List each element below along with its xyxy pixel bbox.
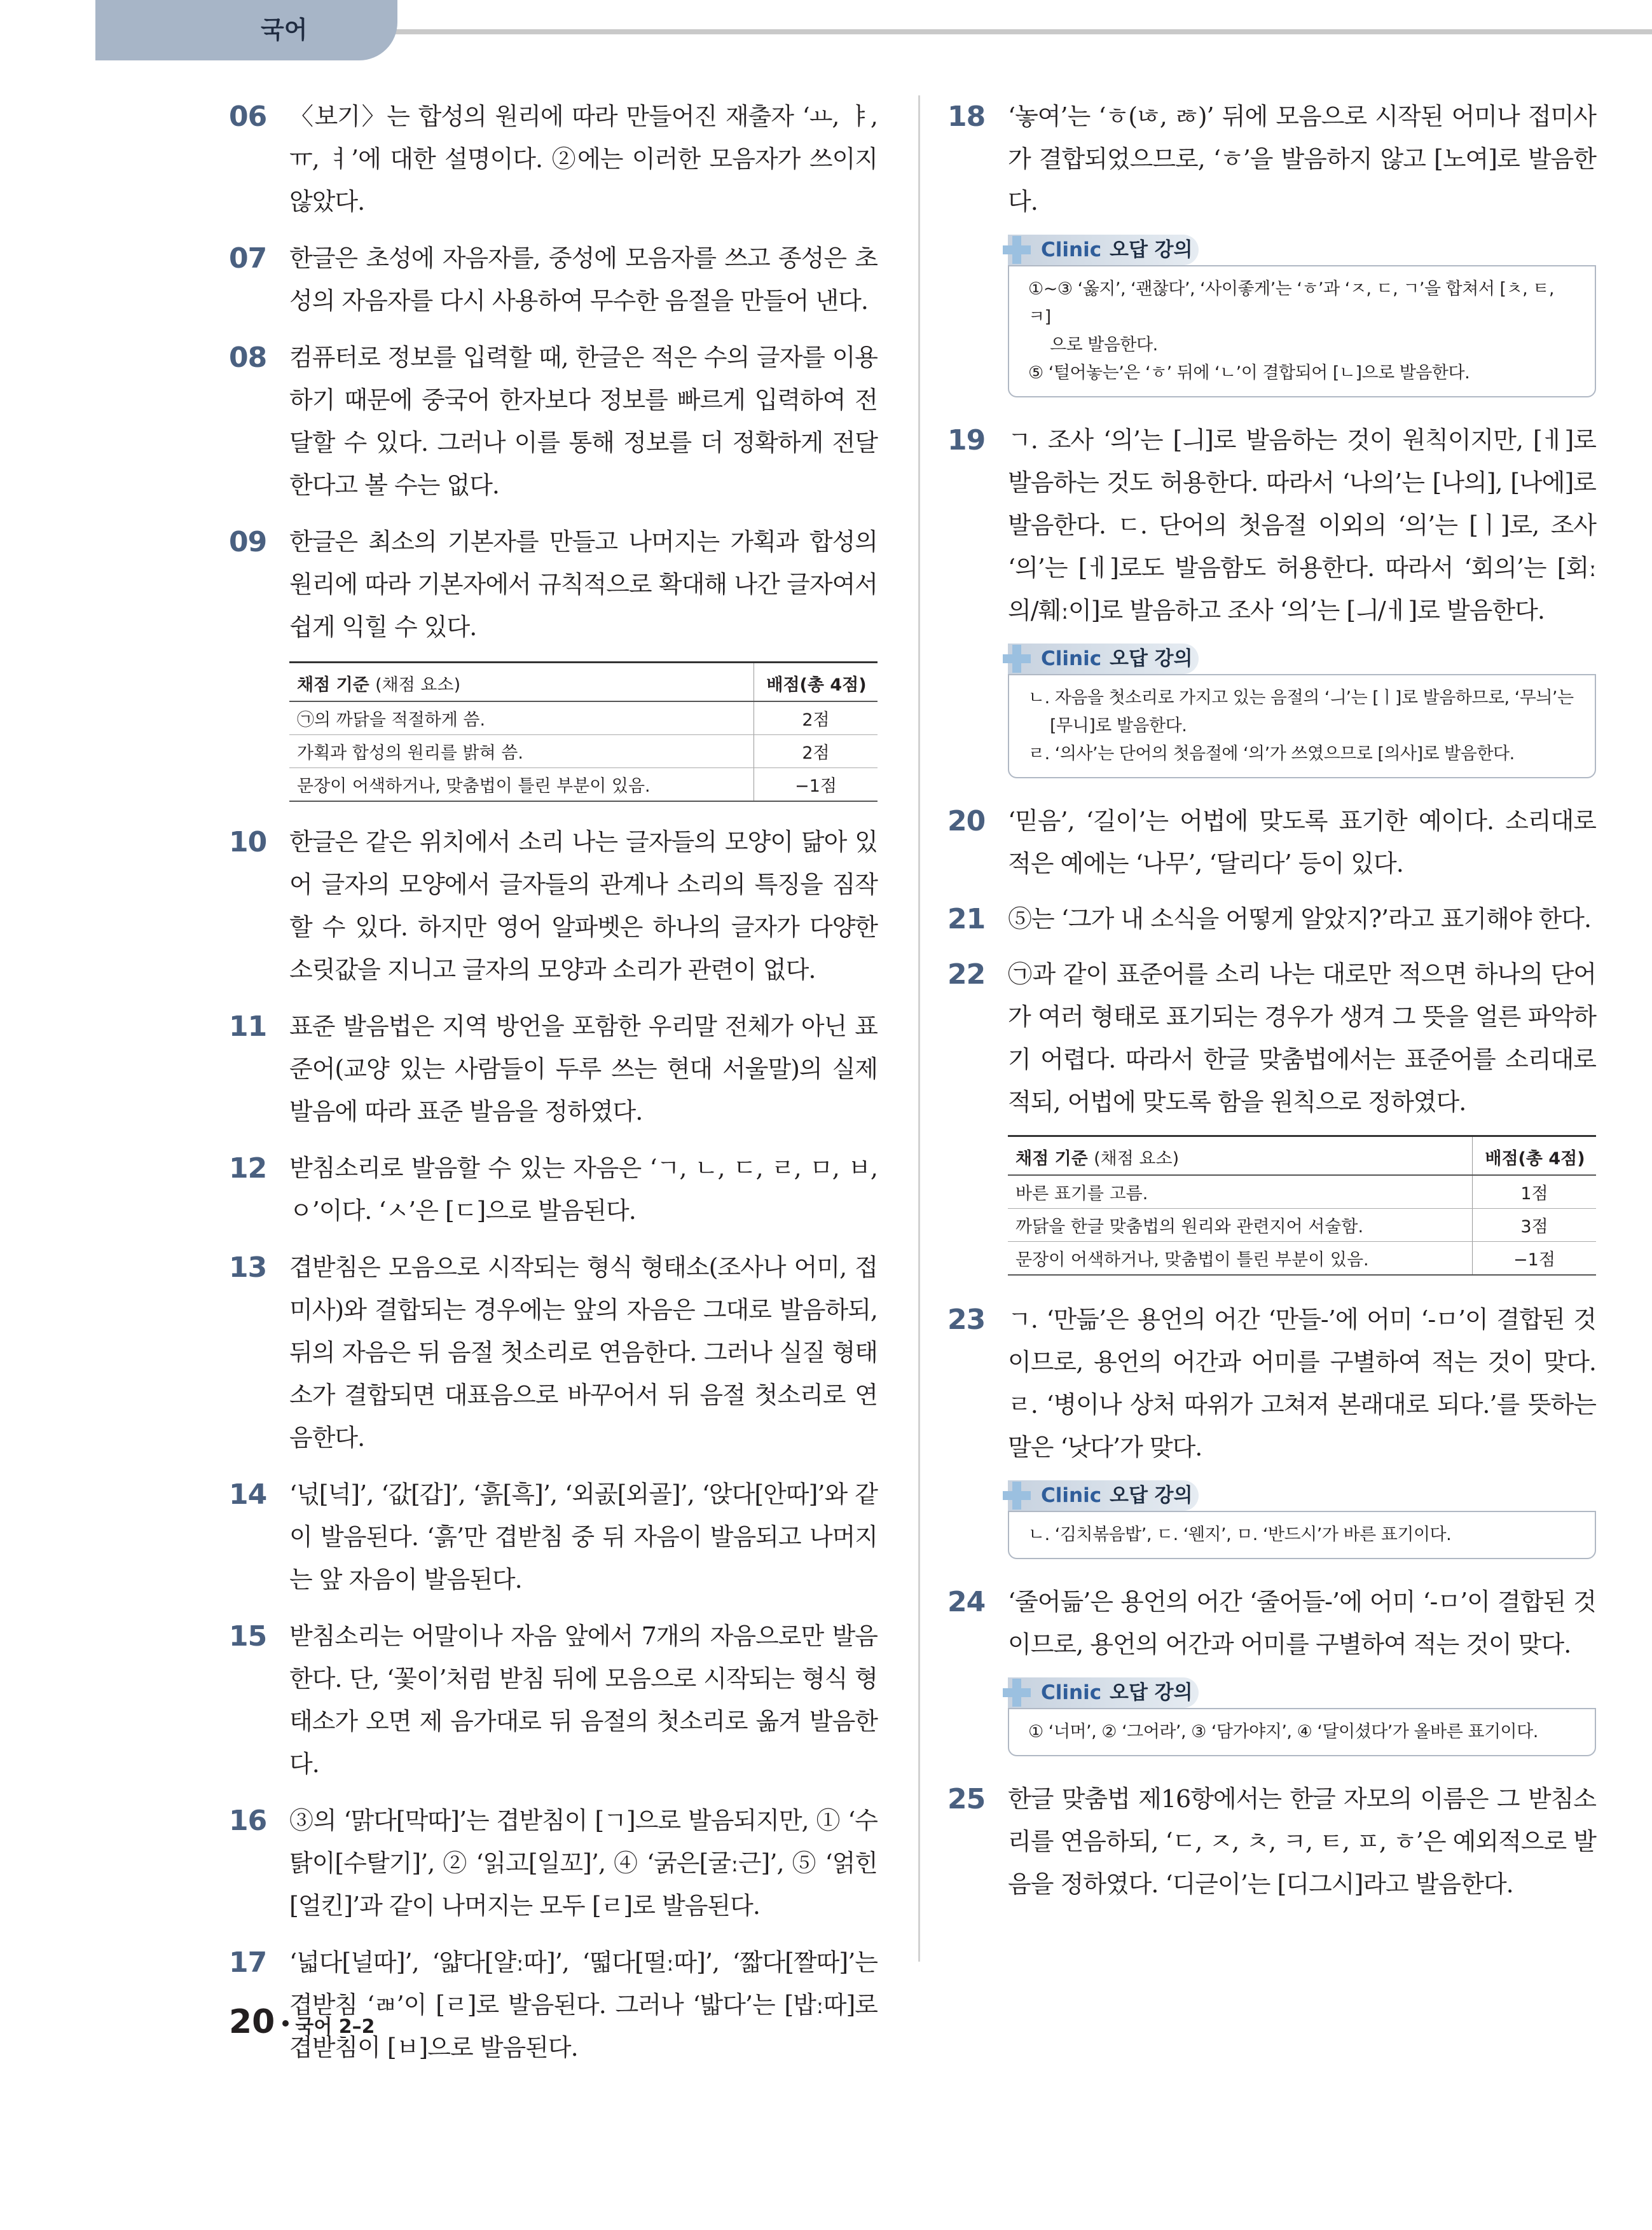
answer-22 xyxy=(947,953,1596,1124)
answer-12 xyxy=(229,1147,878,1232)
score-cell: 2점 xyxy=(754,735,878,768)
clinic-content xyxy=(1008,674,1596,778)
page-footer xyxy=(229,2003,375,2041)
plus-icon xyxy=(1003,645,1031,673)
bullet-dot xyxy=(282,2020,289,2027)
plus-icon xyxy=(1003,1482,1031,1510)
plus-icon xyxy=(1003,236,1031,264)
question-number: 24 xyxy=(947,1586,986,1618)
question-number: 07 xyxy=(229,242,267,275)
question-number: 16 xyxy=(229,1805,267,1837)
question-number: 23 xyxy=(947,1304,986,1336)
answer-text: ㄱ. 조사 ‘의’는 [ㅢ]로 발음하는 것이 원칙이지만, [ㅔ]로 발음하는 것도 허용한다. 따라서 ‘나의’는 [나의], [나에]로 발음한다. ㄷ. 단어의 첫음절 이외의 ‘의’는 [ㅣ]로, 조사 ‘의’는 [ㅔ]로도 발음함도 허용한다. 따라서 ‘회의’는 [회ː의/훼ː이]로 발음하고 조사 ‘의’는 [ㅢ/ㅔ]로 발음한다. xyxy=(1008,426,1596,624)
clinic-box-23 xyxy=(1008,1480,1596,1559)
criterion-cell: 바른 표기를 고름. xyxy=(1008,1175,1473,1209)
plus-icon xyxy=(1003,1679,1031,1707)
table-row xyxy=(289,735,878,768)
header-rule xyxy=(356,29,1652,34)
answer-20 xyxy=(947,800,1596,885)
subject-label: 국어 xyxy=(261,16,308,44)
clinic-content xyxy=(1008,265,1596,397)
right-column xyxy=(947,95,1596,1906)
question-number: 13 xyxy=(229,1251,267,1284)
clinic-box-19 xyxy=(1008,644,1596,778)
question-number: 21 xyxy=(947,903,986,935)
score-cell: 2점 xyxy=(754,701,878,735)
score-cell: −1점 xyxy=(1473,1242,1597,1276)
score-cell: 3점 xyxy=(1473,1209,1597,1242)
clinic-line: ① ‘너머’, ② ‘그어라’, ③ ‘담가야지’, ④ ‘달이셨다’가 올바른 표기이다. xyxy=(1028,1722,1538,1742)
clinic-tag xyxy=(1008,1677,1199,1708)
criterion-cell: 문장이 어색하거나, 맞춤법이 틀린 부분이 있음. xyxy=(1008,1242,1473,1276)
answer-text: ⑤는 ‘그가 내 소식을 어떻게 알았지?’라고 표기해야 한다. xyxy=(1008,905,1592,933)
table-row xyxy=(1008,1242,1596,1276)
column-divider xyxy=(918,95,920,1962)
answer-text: ㄱ. ‘만듦’은 용언의 어간 ‘만들-’에 어미 ‘-ㅁ’이 결합된 것이므로, 용언의 어간과 어미를 구별하여 적는 것이 맞다. ㄹ. ‘병이나 상처 따위가 고쳐져 본래대로 되다.’를 뜻하는 말은 ‘낫다’가 맞다. xyxy=(1008,1305,1596,1461)
answer-14 xyxy=(229,1473,878,1601)
question-number: 10 xyxy=(229,826,267,858)
answer-08 xyxy=(229,336,878,507)
answer-text: 한글은 같은 위치에서 소리 나는 글자들의 모양이 닮아 있어 글자의 모양에서 글자들의 관계나 소리의 특징을 짐작할 수 있다. 하지만 영어 알파벳은 하나의 글자가 다양한 소릿값을 지니고 글자의 모양과 소리가 관련이 없다. xyxy=(289,828,878,984)
question-number: 22 xyxy=(947,958,986,991)
criterion-cell: 까닭을 한글 맞춤법의 원리와 관련지어 서술함. xyxy=(1008,1209,1473,1242)
clinic-content xyxy=(1008,1511,1596,1559)
score-cell: −1점 xyxy=(754,768,878,802)
answer-07 xyxy=(229,237,878,322)
criteria-header: 채점 기준 xyxy=(297,675,369,695)
clinic-box-24 xyxy=(1008,1677,1596,1756)
answer-09 xyxy=(229,521,878,649)
scoring-table-22 xyxy=(1008,1135,1596,1276)
answer-16 xyxy=(229,1800,878,1927)
criterion-cell: 가획과 합성의 원리를 밝혀 씀. xyxy=(289,735,754,768)
answer-13 xyxy=(229,1246,878,1459)
answer-text: 한글 맞춤법 제16항에서는 한글 자모의 이름은 그 받침소리를 연음하되, ‘ㄷ, ㅈ, ㅊ, ㅋ, ㅌ, ㅍ, ㅎ’은 예외적으로 발음을 정하였다. ‘디귿이’는 [디그시]라고 발음한다. xyxy=(1008,1785,1596,1898)
answer-18 xyxy=(947,95,1596,223)
clinic-subtitle: 오답 강의 xyxy=(1110,1681,1193,1704)
subject-tab xyxy=(95,0,397,60)
criteria-subheader: (채점 요소) xyxy=(1094,1149,1180,1169)
answer-text: ③의 ‘맑다[막따]’는 겹받침이 [ㄱ]으로 발음되지만, ① ‘수탉이[수탈기]’, ② ‘읽고[일꼬]’, ④ ‘굵은[굴ː근]’, ⑤ ‘얽힌[얼킨]’과 같이 나머지는 모두 [ㄹ]로 발음된다. xyxy=(289,1807,878,1920)
answer-text: ‘줄어듦’은 용언의 어간 ‘줄어들-’에 어미 ‘-ㅁ’이 결합된 것이므로, 용언의 어간과 어미를 구별하여 적는 것이 맞다. xyxy=(1008,1588,1596,1658)
criteria-header: 채점 기준 xyxy=(1015,1149,1088,1169)
clinic-line: ⑤ ‘털어놓는’은 ‘ㅎ’ 뒤에 ‘ㄴ’이 결합되어 [ㄴ]으로 발음한다. xyxy=(1028,363,1470,383)
question-number: 06 xyxy=(229,100,267,133)
answer-text: ‘넓다[널따]’, ‘얇다[얄ː따]’, ‘떫다[떨ː따]’, ‘짧다[짤따]’는 겹받침 ‘ㄼ’이 [ㄹ]로 발음된다. 그러나 ‘밟다’는 [밥ː따]로 겹받침이 [ㅂ]으로 발음된다. xyxy=(289,1948,878,2061)
answer-text: 〈보기〉는 합성의 원리에 따라 만들어진 재출자 ‘ㅛ, ㅑ, ㅠ, ㅕ’에 대한 설명이다. ②에는 이러한 모음자가 쓰이지 않았다. xyxy=(289,102,878,216)
answer-text: 받침소리로 발음할 수 있는 자음은 ‘ㄱ, ㄴ, ㄷ, ㄹ, ㅁ, ㅂ, ㅇ’이다. ‘ㅅ’은 [ㄷ]으로 발음된다. xyxy=(289,1154,878,1225)
clinic-title: Clinic xyxy=(1041,647,1102,670)
clinic-title: Clinic xyxy=(1041,1484,1102,1507)
answer-11 xyxy=(229,1005,878,1133)
answer-text: ‘믿음’, ‘길이’는 어법에 맞도록 표기한 예이다. 소리대로 적은 예에는 ‘나무’, ‘달리다’ 등이 있다. xyxy=(1008,807,1596,878)
answer-19 xyxy=(947,419,1596,632)
clinic-title: Clinic xyxy=(1041,238,1102,261)
score-cell: 1점 xyxy=(1473,1175,1597,1209)
clinic-line: ㄴ. 자음을 첫소리로 가지고 있는 음절의 ‘ㅢ’는 [ㅣ]로 발음하므로, ‘무늬’는 xyxy=(1028,688,1574,708)
question-number: 15 xyxy=(229,1620,267,1653)
criterion-cell: ㉠의 까닭을 적절하게 씀. xyxy=(289,701,754,735)
question-number: 14 xyxy=(229,1478,267,1511)
answer-text: ‘넋[넉]’, ‘값[갑]’, ‘흙[흑]’, ‘외곬[외골]’, ‘앉다[안따]’와 같이 발음된다. ‘흙’만 겹받침 중 뒤 자음이 발음되고 나머지는 앞 자음이 발음된다. xyxy=(289,1480,878,1593)
answer-21 xyxy=(947,898,1596,940)
score-header: 배점(총 4점) xyxy=(1473,1136,1597,1176)
answer-10 xyxy=(229,821,878,991)
question-number: 20 xyxy=(947,805,986,837)
question-number: 18 xyxy=(947,100,986,133)
table-row xyxy=(1008,1209,1596,1242)
answer-25 xyxy=(947,1778,1596,1906)
answer-23 xyxy=(947,1298,1596,1469)
answer-24 xyxy=(947,1581,1596,1666)
page-number: 20 xyxy=(229,2003,275,2041)
clinic-line: 으로 발음한다. xyxy=(1050,335,1158,355)
clinic-content xyxy=(1008,1708,1596,1756)
question-number: 08 xyxy=(229,341,267,374)
clinic-subtitle: 오답 강의 xyxy=(1110,238,1193,261)
clinic-box-18 xyxy=(1008,235,1596,397)
answer-text: 받침소리는 어말이나 자음 앞에서 7개의 자음으로만 발음한다. 단, ‘꽃이’처럼 받침 뒤에 모음으로 시작되는 형식 형태소가 오면 제 음가대로 뒤 음절의 첫소리로 옮겨 발음한다. xyxy=(289,1622,878,1778)
answer-text: 표준 발음법은 지역 방언을 포함한 우리말 전체가 아닌 표준어(교양 있는 사람들이 두루 쓰는 현대 서울말)의 실제 발음에 따라 표준 발음을 정하였다. xyxy=(289,1012,878,1125)
clinic-tag xyxy=(1008,1480,1199,1511)
answer-text: 한글은 최소의 기본자를 만들고 나머지는 가획과 합성의 원리에 따라 기본자에서 규칙적으로 확대해 나간 글자여서 쉽게 익힐 수 있다. xyxy=(289,528,878,641)
answer-text: 컴퓨터로 정보를 입력할 때, 한글은 적은 수의 글자를 이용하기 때문에 중국어 한자보다 정보를 빠르게 입력하여 전달할 수 있다. 그러나 이를 통해 정보를 더 정확하게 전달한다고 볼 수는 없다. xyxy=(289,343,878,499)
answer-06 xyxy=(229,95,878,223)
criteria-subheader: (채점 요소) xyxy=(375,675,461,695)
answer-15 xyxy=(229,1615,878,1786)
question-number: 19 xyxy=(947,424,986,457)
question-number: 12 xyxy=(229,1152,267,1185)
answer-text: ㉠과 같이 표준어를 소리 나는 대로만 적으면 하나의 단어가 여러 형태로 표기되는 경우가 생겨 그 뜻을 얼른 파악하기 어렵다. 따라서 한글 맞춤법에서는 표준어를 소리대로 적되, 어법에 맞도록 함을 원칙으로 정하였다. xyxy=(1008,960,1596,1116)
question-number: 25 xyxy=(947,1783,986,1815)
answer-text: 한글은 초성에 자음자를, 중성에 모음자를 쓰고 종성은 초성의 자음자를 다시 사용하여 무수한 음절을 만들어 낸다. xyxy=(289,244,878,315)
left-column xyxy=(229,95,878,2069)
table-row xyxy=(289,768,878,802)
clinic-tag xyxy=(1008,644,1199,674)
book-title: 국어 2–2 xyxy=(295,2016,375,2038)
question-number: 11 xyxy=(229,1010,267,1043)
clinic-subtitle: 오답 강의 xyxy=(1110,647,1193,670)
clinic-subtitle: 오답 강의 xyxy=(1110,1484,1193,1507)
clinic-line: ㄹ. ‘의사’는 단어의 첫음절에 ‘의’가 쓰였으므로 [의사]로 발음한다. xyxy=(1028,744,1515,764)
clinic-tag xyxy=(1008,235,1199,265)
criterion-cell: 문장이 어색하거나, 맞춤법이 틀린 부분이 있음. xyxy=(289,768,754,802)
question-number: 17 xyxy=(229,1946,267,1979)
table-row xyxy=(1008,1175,1596,1209)
clinic-line: [무니]로 발음한다. xyxy=(1050,716,1187,736)
table-row xyxy=(289,701,878,735)
answer-text: ‘놓여’는 ‘ㅎ(ㄶ, ㅀ)’ 뒤에 모음으로 시작된 어미나 접미사가 결합되었으므로, ‘ㅎ’을 발음하지 않고 [노여]로 발음한다. xyxy=(1008,102,1596,216)
score-header: 배점(총 4점) xyxy=(754,663,878,702)
clinic-line: ①~③ ‘옳지’, ‘괜찮다’, ‘사이좋게’는 ‘ㅎ’과 ‘ㅈ, ㄷ, ㄱ’을 합쳐서 [ㅊ, ㅌ, ㅋ] xyxy=(1028,279,1554,327)
scoring-table-09 xyxy=(289,661,878,802)
clinic-title: Clinic xyxy=(1041,1681,1102,1704)
question-number: 09 xyxy=(229,526,267,558)
answer-text: 겹받침은 모음으로 시작되는 형식 형태소(조사나 어미, 접미사)와 결합되는 경우에는 앞의 자음은 그대로 발음하되, 뒤의 자음은 뒤 음절 첫소리로 연음한다. 그러나 실질 형태소가 결합되면 대표음으로 바꾸어서 뒤 음절 첫소리로 연음한다. xyxy=(289,1253,878,1452)
clinic-line: ㄴ. ‘김치볶음밥’, ㄷ. ‘웬지’, ㅁ. ‘반드시’가 바른 표기이다. xyxy=(1028,1525,1452,1545)
